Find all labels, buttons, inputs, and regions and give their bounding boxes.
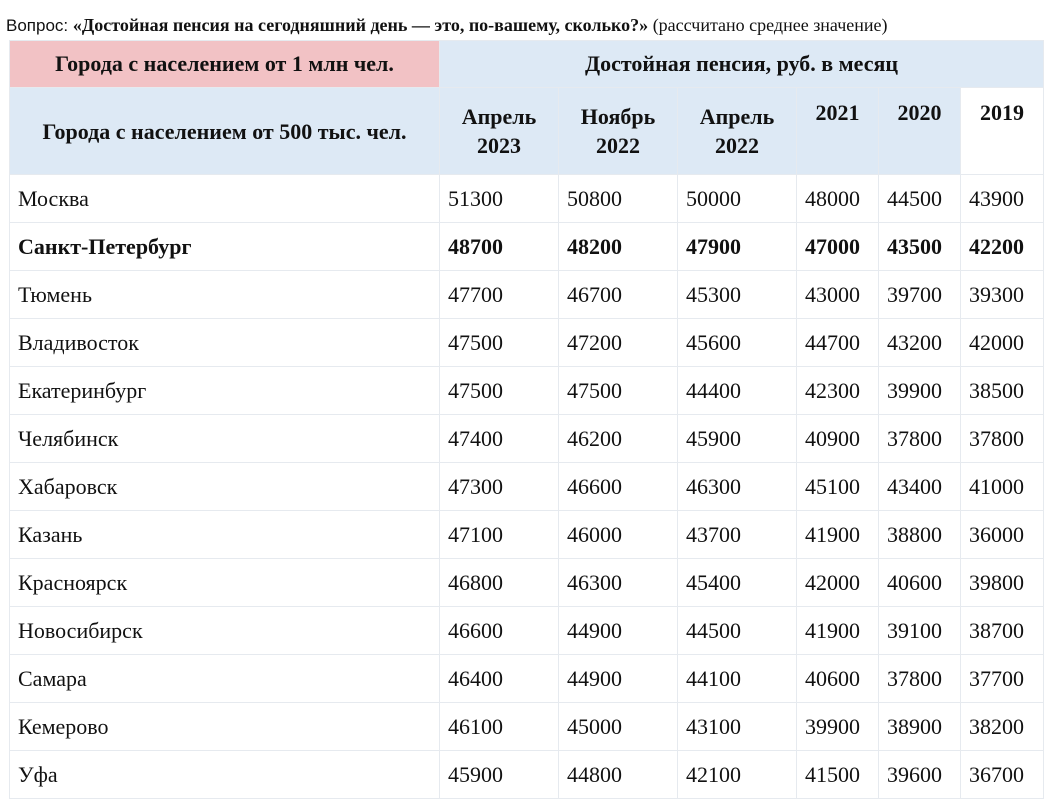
table-row <box>10 511 1044 559</box>
value-cell: 43400 <box>879 463 961 511</box>
value-cell: 42000 <box>961 319 1044 367</box>
value-cell: 44800 <box>559 751 678 799</box>
value-cell: 39700 <box>879 271 961 319</box>
value-cell: 45900 <box>440 751 559 799</box>
value-cell: 44500 <box>678 607 797 655</box>
value-cell: 41900 <box>797 607 879 655</box>
value-cell: 45000 <box>559 703 678 751</box>
value-cell: 45400 <box>678 559 797 607</box>
value-cell: 44900 <box>559 655 678 703</box>
value-cell: 39900 <box>879 367 961 415</box>
value-cell: 40900 <box>797 415 879 463</box>
value-cell: 37800 <box>879 655 961 703</box>
table-row <box>10 223 1044 271</box>
value-cell: 39100 <box>879 607 961 655</box>
question-text: «Достойная пенсия на сегодняшний день — это, по-вашему, сколько?» <box>72 15 649 35</box>
value-cell: 48700 <box>440 223 559 271</box>
value-cell: 51300 <box>440 175 559 223</box>
city-cell: Москва <box>10 175 440 223</box>
city-cell: Кемерово <box>10 703 440 751</box>
value-cell: 38500 <box>961 367 1044 415</box>
value-cell: 38200 <box>961 703 1044 751</box>
value-cell: 47400 <box>440 415 559 463</box>
header-cities-1m: Города с населением от 1 млн чел. <box>10 41 440 88</box>
column-header: 2019 <box>961 88 1044 175</box>
value-cell: 43700 <box>678 511 797 559</box>
value-cell: 46300 <box>678 463 797 511</box>
value-cell: 48000 <box>797 175 879 223</box>
value-cell: 44900 <box>559 607 678 655</box>
value-cell: 37700 <box>961 655 1044 703</box>
city-cell: Хабаровск <box>10 463 440 511</box>
value-cell: 50000 <box>678 175 797 223</box>
value-cell: 40600 <box>879 559 961 607</box>
column-header: Ноябрь 2022 <box>559 88 678 175</box>
table-row <box>10 751 1044 799</box>
column-header: 2020 <box>879 88 961 175</box>
value-cell: 46300 <box>559 559 678 607</box>
city-cell: Самара <box>10 655 440 703</box>
value-cell: 42200 <box>961 223 1044 271</box>
table-row <box>10 559 1044 607</box>
value-cell: 45600 <box>678 319 797 367</box>
city-cell: Тюмень <box>10 271 440 319</box>
value-cell: 41900 <box>797 511 879 559</box>
value-cell: 43200 <box>879 319 961 367</box>
header-cities-500k: Города с населением от 500 тыс. чел. <box>10 88 440 175</box>
column-header: 2021 <box>797 88 879 175</box>
table-row <box>10 607 1044 655</box>
city-cell: Челябинск <box>10 415 440 463</box>
city-cell: Красноярск <box>10 559 440 607</box>
city-cell: Казань <box>10 511 440 559</box>
value-cell: 38900 <box>879 703 961 751</box>
value-cell: 47300 <box>440 463 559 511</box>
value-cell: 46800 <box>440 559 559 607</box>
value-cell: 45300 <box>678 271 797 319</box>
value-cell: 47900 <box>678 223 797 271</box>
value-cell: 43000 <box>797 271 879 319</box>
city-cell: Екатеринбург <box>10 367 440 415</box>
value-cell: 39900 <box>797 703 879 751</box>
value-cell: 47500 <box>440 367 559 415</box>
value-cell: 47100 <box>440 511 559 559</box>
value-cell: 46400 <box>440 655 559 703</box>
value-cell: 37800 <box>879 415 961 463</box>
value-cell: 46600 <box>559 463 678 511</box>
value-cell: 36700 <box>961 751 1044 799</box>
pension-table <box>9 40 1044 799</box>
value-cell: 48200 <box>559 223 678 271</box>
value-cell: 43500 <box>879 223 961 271</box>
value-cell: 44500 <box>879 175 961 223</box>
table-row <box>10 463 1044 511</box>
table-body <box>10 175 1044 799</box>
value-cell: 39300 <box>961 271 1044 319</box>
value-cell: 40600 <box>797 655 879 703</box>
value-cell: 42300 <box>797 367 879 415</box>
table-row <box>10 367 1044 415</box>
city-cell: Новосибирск <box>10 607 440 655</box>
value-cell: 43900 <box>961 175 1044 223</box>
table-row <box>10 175 1044 223</box>
value-cell: 47700 <box>440 271 559 319</box>
column-header: Апрель 2023 <box>440 88 559 175</box>
question-suffix: (рассчитано среднее значение) <box>648 15 888 35</box>
value-cell: 47200 <box>559 319 678 367</box>
city-cell: Уфа <box>10 751 440 799</box>
value-cell: 47500 <box>440 319 559 367</box>
question-prefix: Вопрос: <box>6 16 73 35</box>
value-cell: 45900 <box>678 415 797 463</box>
value-cell: 41000 <box>961 463 1044 511</box>
value-cell: 46000 <box>559 511 678 559</box>
value-cell: 50800 <box>559 175 678 223</box>
value-cell: 43100 <box>678 703 797 751</box>
table-row <box>10 271 1044 319</box>
value-cell: 42000 <box>797 559 879 607</box>
table-row <box>10 655 1044 703</box>
value-cell: 44100 <box>678 655 797 703</box>
value-cell: 42100 <box>678 751 797 799</box>
value-cell: 37800 <box>961 415 1044 463</box>
value-cell: 44700 <box>797 319 879 367</box>
value-cell: 38800 <box>879 511 961 559</box>
table-row <box>10 703 1044 751</box>
value-cell: 41500 <box>797 751 879 799</box>
table-row <box>10 415 1044 463</box>
question-caption <box>6 15 888 36</box>
value-cell: 46600 <box>440 607 559 655</box>
column-header: Апрель 2022 <box>678 88 797 175</box>
value-cell: 39800 <box>961 559 1044 607</box>
value-cell: 47000 <box>797 223 879 271</box>
city-cell: Санкт-Петербург <box>10 223 440 271</box>
value-cell: 45100 <box>797 463 879 511</box>
header-pension-value: Достойная пенсия, руб. в месяц <box>440 41 1044 88</box>
table-row <box>10 319 1044 367</box>
value-cell: 47500 <box>559 367 678 415</box>
value-cell: 46200 <box>559 415 678 463</box>
value-cell: 39600 <box>879 751 961 799</box>
value-cell: 38700 <box>961 607 1044 655</box>
value-cell: 36000 <box>961 511 1044 559</box>
value-cell: 46700 <box>559 271 678 319</box>
city-cell: Владивосток <box>10 319 440 367</box>
value-cell: 46100 <box>440 703 559 751</box>
value-cell: 44400 <box>678 367 797 415</box>
